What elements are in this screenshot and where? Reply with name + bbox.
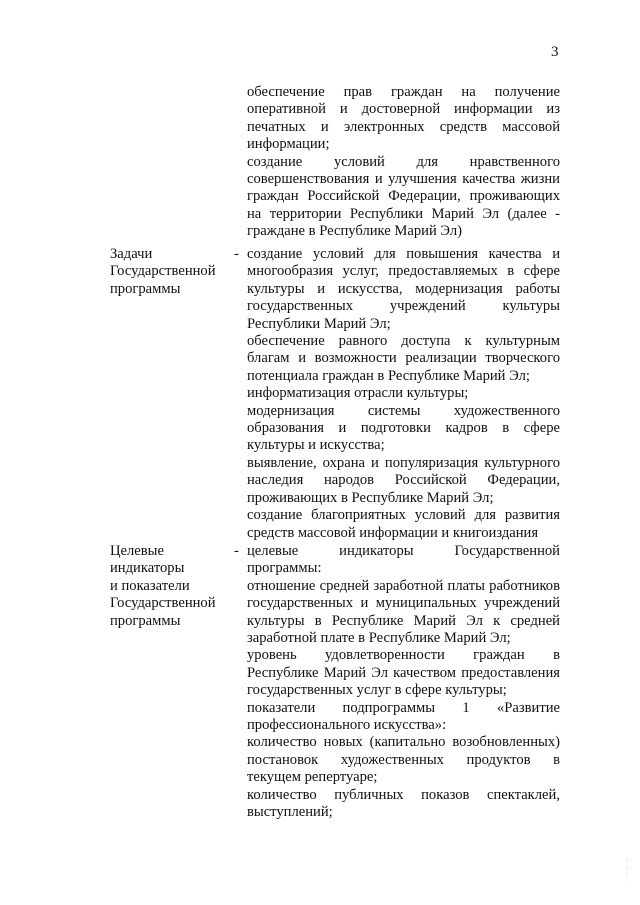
label-line: Целевые — [110, 543, 164, 559]
label-line: индикаторы — [110, 560, 185, 577]
section-label — [110, 246, 230, 298]
scan-edge-marks: : : : . — [626, 858, 628, 885]
section-dash: - — [234, 246, 239, 262]
paragraph: создание условий для повышения качества и многообразия услуг, предоставляемых в сфере культуры и искусства, модернизация работы государственных учреждений культуры Республики Марий Эл; — [247, 246, 560, 332]
paragraph: целевые индикаторы Государственной программы: — [247, 543, 560, 577]
paragraph: выявление, охрана и популяризация культурного наследия народов Российской Федерации, проживающих в Республике Марий Эл; — [247, 454, 560, 506]
intro-content — [247, 84, 560, 241]
page-number: 3 — [551, 44, 559, 60]
section-content — [247, 543, 560, 822]
paragraph: уровень удовлетворенности граждан в Республике Марий Эл качеством предоставления государственных услуг в сфере культуры; — [247, 647, 560, 699]
label-line: программы — [110, 280, 181, 297]
section-dash: - — [234, 543, 239, 559]
label-line: и показатели — [110, 577, 190, 594]
paragraph: показатели подпрограммы 1 «Развитие профессионального искусства»: — [247, 699, 560, 734]
paragraph: обеспечение прав граждан на получение оперативной и достоверной информации из печатных и электронных средств массовой информации; — [247, 84, 560, 153]
label-line: Задачи — [110, 246, 153, 262]
label-line: Государственной — [110, 263, 216, 280]
paragraph: количество публичных показов спектаклей, выступлений; — [247, 786, 560, 821]
paragraph: количество новых (капитально возобновленных) постановок художественных продуктов в текущем репертуаре; — [247, 734, 560, 786]
paragraph: информатизация отрасли культуры; — [247, 385, 469, 402]
section-label — [110, 543, 230, 630]
paragraph: модернизация системы художественного образования и подготовки кадров в сфере культуры и искусства; — [247, 402, 560, 454]
paragraph: создание условий для нравственного совершенствования и улучшения качества жизни граждан Российской Федерации, проживающих на территории Республики Марий Эл (далее - граждане в Республике Марий Эл) — [247, 153, 560, 240]
paragraph: обеспечение равного доступа к культурным благам и возможности реализации творческого потенциала граждан в Республике Марий Эл; — [247, 333, 560, 384]
label-line: Государственной — [110, 595, 216, 612]
section-content — [247, 246, 560, 542]
paragraph: отношение средней заработной платы работников государственных и муниципальных учреждений культуры в Республике Марий Эл к средней заработной плате в Республике Марий Эл; — [247, 577, 560, 647]
label-line: программы — [110, 612, 181, 629]
paragraph: создание благоприятных условий для развития средств массовой информации и книгоиздания — [247, 507, 560, 541]
